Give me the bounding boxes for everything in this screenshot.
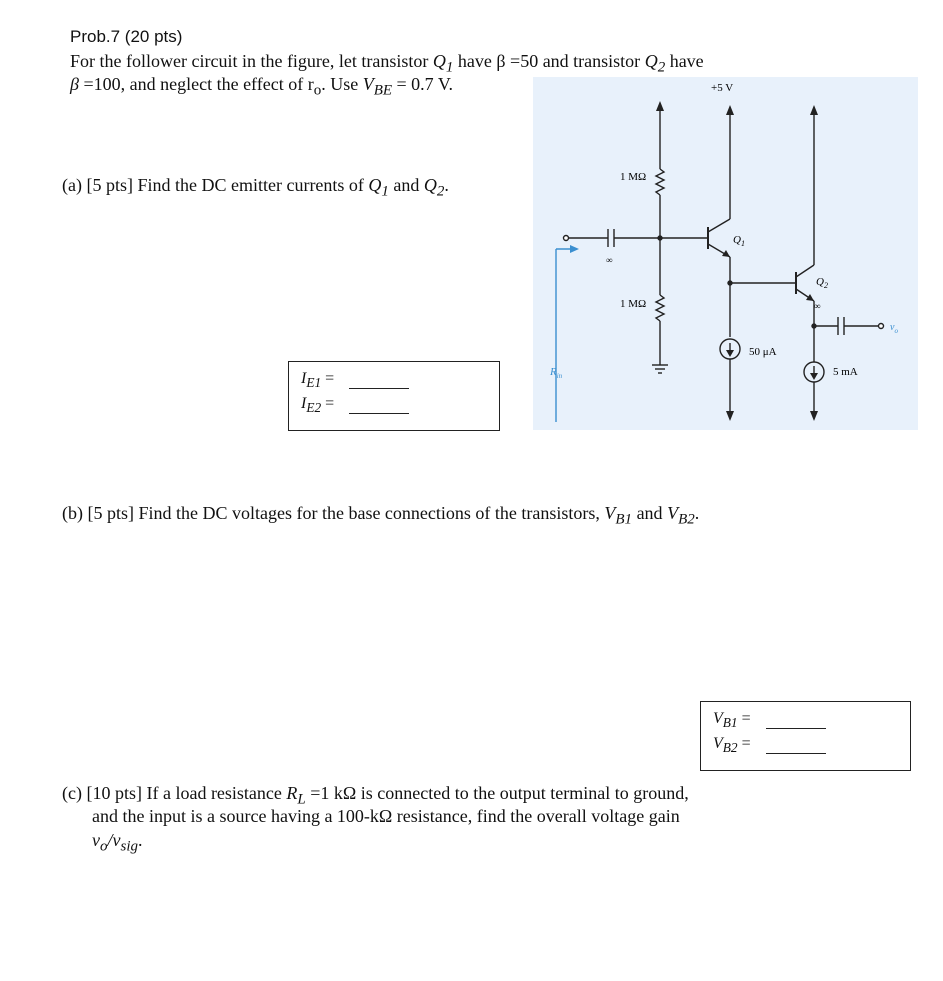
q2-collector — [796, 265, 814, 277]
label-vcc: +5 V — [711, 82, 734, 94]
label-rin: $R_{in}$ — [550, 366, 563, 380]
input-terminal — [564, 236, 569, 241]
label-q1: $Q_1$ — [733, 234, 745, 248]
label-i1: 50 μA — [749, 346, 777, 358]
problem-statement-line2: β =100, and neglect the effect of $r_o$. Use $V_{BE} = 0.7$ V. — [70, 74, 454, 99]
part-b-answer-box — [700, 701, 911, 771]
answer-blank-ie1[interactable] — [349, 388, 409, 389]
label-i2: 5 mA — [833, 366, 858, 378]
current-source-2-arrow — [810, 373, 818, 380]
arrow-vcc — [726, 105, 734, 115]
label-q2: $Q_2$ — [816, 276, 828, 290]
answer-blank-ie2[interactable] — [349, 413, 409, 414]
label-cap-out: ∞ — [814, 301, 821, 311]
circuit-diagram — [533, 77, 918, 430]
answer-label-ie1: $I_{E1}$ = — [301, 370, 335, 391]
answer-label-vb1: $V_{B1}$ = — [713, 710, 751, 731]
part-b-question: (b) [5 pts] Find the DC voltages for the base connections of the transistors, $V_{B1}$ and $V_{B2}$. — [62, 503, 700, 528]
arrow-cs1-down — [726, 411, 734, 421]
junction-base — [658, 236, 662, 240]
arrow-q2-top — [810, 105, 818, 115]
problem-title: Prob.7 (20 pts) — [70, 27, 183, 46]
q2-emitter-arrow — [806, 294, 814, 301]
part-c-line1: (c) [10 pts] If a load resistance $R_L =1$ kΩ is connected to the output terminal to ground, — [62, 783, 689, 808]
statement-line2-text: =100, and neglect the effect of r — [78, 74, 314, 94]
label-vo: $v_o$ — [890, 322, 898, 335]
answer-blank-vb1[interactable] — [766, 728, 826, 729]
part-c-line3: $v_o/v_{sig}$. — [92, 830, 143, 855]
circuit-figure — [533, 77, 918, 430]
current-source-1-arrow — [726, 350, 734, 357]
label-cap-in: ∞ — [606, 255, 613, 265]
label-r-bottom: 1 MΩ — [620, 298, 647, 310]
answer-label-vb2: $V_{B2}$ = — [713, 735, 751, 756]
answer-label-ie2: $I_{E2}$ = — [301, 395, 335, 416]
resistor-bottom-zigzag — [656, 295, 664, 321]
part-c-line2: and the input is a source having a 100-kΩ resistance, find the overall voltage gain — [92, 806, 680, 826]
problem-statement-line1: For the follower circuit in the figure, let transistor $Q_1$ have β =50 and transistor $Q_2$ have — [70, 51, 704, 76]
label-r-top: 1 MΩ — [620, 171, 647, 183]
arrow-left-top — [656, 101, 664, 111]
part-a-answer-box — [288, 361, 500, 431]
answer-blank-vb2[interactable] — [766, 753, 826, 754]
resistor-top-zigzag — [656, 169, 664, 195]
output-terminal — [879, 324, 884, 329]
arrow-cs2-down — [810, 411, 818, 421]
rin-arrow-head — [570, 245, 579, 253]
q1-collector — [708, 219, 730, 232]
part-a-question: (a) [5 pts] Find the DC emitter currents of $Q_1$ and $Q_2$. — [62, 175, 449, 200]
